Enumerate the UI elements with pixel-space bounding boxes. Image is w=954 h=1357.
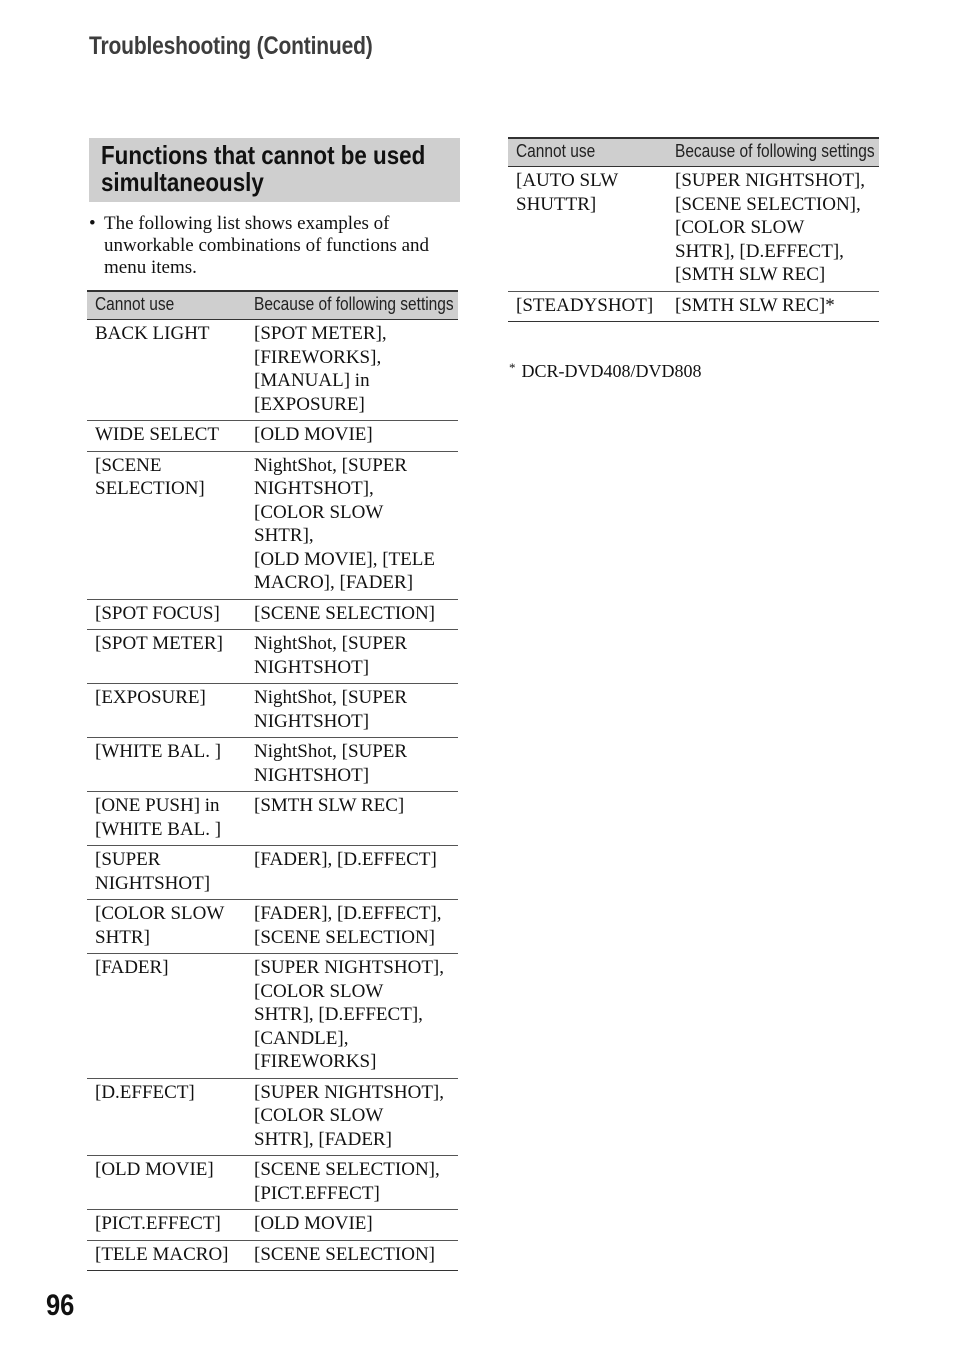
table-row	[87, 846, 458, 900]
footnote-text: DCR-DVD408/DVD808	[521, 361, 702, 381]
because-of-cell: [SMTH SLW REC]	[246, 792, 458, 846]
table-row	[87, 1210, 458, 1241]
column-header-cannot-use: Cannot use	[87, 291, 246, 320]
because-of-cell: [FADER], [D.EFFECT], [SCENE SELECTION]	[246, 900, 458, 954]
table-row	[508, 167, 879, 292]
column-header-cannot-use: Cannot use	[508, 138, 667, 167]
table-row	[87, 421, 458, 452]
table-row	[87, 1078, 458, 1156]
table-row	[87, 900, 458, 954]
because-of-cell: [SUPER NIGHTSHOT], [COLOR SLOW SHTR], [D.EFFECT], [CANDLE], [FIREWORKS]	[246, 954, 458, 1079]
cannot-use-cell: [SUPER NIGHTSHOT]	[87, 846, 246, 900]
because-of-cell: NightShot, [SUPER NIGHTSHOT]	[246, 684, 458, 738]
because-of-cell: [SUPER NIGHTSHOT], [COLOR SLOW SHTR], [FADER]	[246, 1078, 458, 1156]
cannot-use-cell: [OLD MOVIE]	[87, 1156, 246, 1210]
because-of-cell: NightShot, [SUPER NIGHTSHOT], [COLOR SLOW SHTR], [OLD MOVIE], [TELE MACRO], [FADER]	[246, 451, 458, 599]
cannot-use-cell: [TELE MACRO]	[87, 1240, 246, 1271]
because-of-cell: [SPOT METER], [FIREWORKS], [MANUAL] in [EXPOSURE]	[246, 320, 458, 421]
table-row	[508, 291, 879, 322]
intro-text: The following list shows examples of unworkable combinations of functions and menu items.	[104, 213, 430, 278]
cannot-use-cell: [SPOT FOCUS]	[87, 599, 246, 630]
cannot-use-cell: [FADER]	[87, 954, 246, 1079]
cannot-use-cell: [SPOT METER]	[87, 630, 246, 684]
cannot-use-cell: [WHITE BAL. ]	[87, 738, 246, 792]
table-row	[87, 954, 458, 1079]
section-title-line-2: simultaneously	[101, 167, 264, 197]
cannot-use-cell: [SCENE SELECTION]	[87, 451, 246, 599]
cannot-use-cell: WIDE SELECT	[87, 421, 246, 452]
because-of-cell: [SCENE SELECTION], [PICT.EFFECT]	[246, 1156, 458, 1210]
table-row	[87, 1240, 458, 1271]
table-row	[87, 792, 458, 846]
because-of-cell: [SCENE SELECTION]	[246, 599, 458, 630]
cannot-use-cell: [STEADYSHOT]	[508, 291, 667, 322]
cannot-use-cell: [COLOR SLOW SHTR]	[87, 900, 246, 954]
cannot-use-cell: [PICT.EFFECT]	[87, 1210, 246, 1241]
table-header-row	[87, 291, 458, 320]
because-of-cell: NightShot, [SUPER NIGHTSHOT]	[246, 738, 458, 792]
because-of-cell: [SMTH SLW REC]*	[667, 291, 879, 322]
footnote-mark: *	[509, 360, 516, 375]
table-row	[87, 599, 458, 630]
incompatible-functions-table-continued	[508, 137, 879, 322]
table-row	[87, 630, 458, 684]
cannot-use-cell: [AUTO SLW SHUTTR]	[508, 167, 667, 292]
because-of-cell: [OLD MOVIE]	[246, 1210, 458, 1241]
incompatible-functions-table	[87, 290, 458, 1271]
column-header-because-of: Because of following settings	[667, 138, 879, 167]
cannot-use-cell: BACK LIGHT	[87, 320, 246, 421]
cannot-use-cell: [EXPOSURE]	[87, 684, 246, 738]
intro-bullet	[89, 213, 460, 279]
column-header-because-of: Because of following settings	[246, 291, 458, 320]
because-of-cell: [OLD MOVIE]	[246, 421, 458, 452]
table-row	[87, 1156, 458, 1210]
table-row	[87, 738, 458, 792]
table-row	[87, 320, 458, 421]
table-header-row	[508, 138, 879, 167]
section-title-line-1: Functions that cannot be used	[101, 140, 426, 170]
table-row	[87, 451, 458, 599]
section-heading-box	[89, 138, 460, 202]
cannot-use-cell: [ONE PUSH] in [WHITE BAL. ]	[87, 792, 246, 846]
table-row	[87, 684, 458, 738]
page-number: 96	[46, 1289, 75, 1322]
because-of-cell: NightShot, [SUPER NIGHTSHOT]	[246, 630, 458, 684]
because-of-cell: [SCENE SELECTION]	[246, 1240, 458, 1271]
bullet-mark: •	[89, 213, 96, 234]
cannot-use-cell: [D.EFFECT]	[87, 1078, 246, 1156]
because-of-cell: [SUPER NIGHTSHOT], [SCENE SELECTION], [COLOR SLOW SHTR], [D.EFFECT], [SMTH SLW REC]	[667, 167, 879, 292]
running-header: Troubleshooting (Continued)	[89, 32, 373, 60]
footnote	[509, 357, 702, 382]
because-of-cell: [FADER], [D.EFFECT]	[246, 846, 458, 900]
